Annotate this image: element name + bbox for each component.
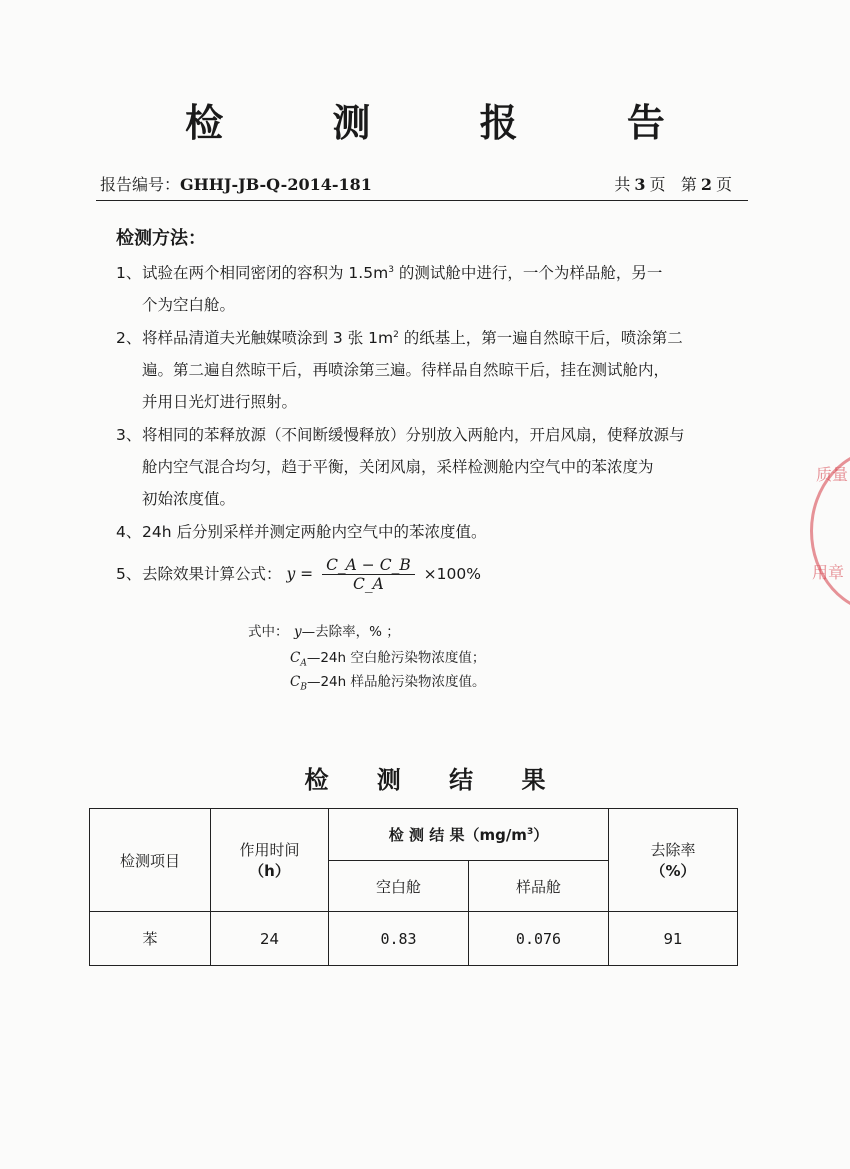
header-time-unit: （h） bbox=[249, 862, 290, 880]
cell-time: 24 bbox=[211, 912, 329, 966]
formula-row bbox=[116, 556, 481, 593]
report-number-value: GHHJ-JB-Q-2014-181 bbox=[180, 175, 372, 194]
method-item-text: 将样品清道夫光触媒喷涂到 3 张 1m bbox=[142, 329, 394, 347]
formula-denominator: C_A bbox=[352, 575, 384, 593]
method-item-text: 24h 后分别采样并测定两舱内空气中的苯浓度值。 bbox=[142, 523, 487, 541]
method-item-number: 1、 bbox=[116, 264, 142, 282]
method-item-text: 将相同的苯释放源（不间断缓慢释放）分别放入两舱内，开启风扇，使释放源与 bbox=[142, 426, 685, 444]
official-stamp bbox=[810, 448, 850, 608]
method-item-continuation: 遍。第二遍自然晾干后，再喷涂第三遍。待样品自然晾干后，挂在测试舱内， bbox=[142, 361, 670, 379]
method-item-number: 4、 bbox=[116, 523, 142, 541]
header-result-end: ） bbox=[533, 826, 549, 844]
report-number-label: 报告编号： bbox=[100, 175, 181, 194]
superscript: 3 bbox=[388, 264, 394, 275]
page-word: 页 bbox=[649, 175, 666, 194]
where-symbol: C bbox=[290, 650, 301, 666]
method-item-2 bbox=[116, 322, 726, 418]
method-item-text: 的纸基上，第一遍自然晾干后，喷涂第二 bbox=[398, 329, 683, 347]
method-item-3 bbox=[116, 419, 726, 515]
formula-factor: ×100% bbox=[423, 565, 481, 583]
report-number bbox=[100, 172, 372, 195]
where-line-1 bbox=[294, 620, 400, 640]
where-symbol: C bbox=[290, 674, 301, 690]
method-item-text: 的测试舱中进行，一个为样品舱，另一 bbox=[393, 264, 663, 282]
total-pages: 3 bbox=[634, 175, 646, 194]
formula-label: 去除效果计算公式： bbox=[142, 565, 282, 583]
where-desc: —去除率，% ； bbox=[301, 624, 400, 640]
header-time bbox=[211, 809, 329, 912]
table-row bbox=[90, 912, 738, 966]
results-heading: 检 测 结 果 bbox=[304, 766, 566, 794]
header-rule bbox=[96, 200, 748, 201]
method-item-number: 2、 bbox=[116, 329, 142, 347]
cell-blank: 0.83 bbox=[329, 912, 469, 966]
where-desc: —24h 样品舱污染物浓度值。 bbox=[306, 674, 486, 690]
method-item-continuation: 舱内空气混合均匀，趋于平衡，关闭风扇，采样检测舱内空气中的苯浓度为 bbox=[142, 458, 654, 476]
header-rate-unit: （%） bbox=[650, 862, 696, 880]
where-subscript: A bbox=[300, 658, 307, 669]
method-item-4 bbox=[116, 516, 726, 548]
stamp-text-bottom: 用章 bbox=[812, 563, 845, 582]
stamp-text-top: 质量 bbox=[816, 465, 849, 484]
method-item-continuation: 个为空白舱。 bbox=[142, 296, 236, 314]
where-line-2 bbox=[290, 646, 485, 669]
current-page: 2 bbox=[700, 175, 712, 194]
method-item-number: 5、 bbox=[116, 565, 142, 583]
total-prefix: 共 bbox=[614, 175, 631, 194]
header-result-label: 检 测 结 果（mg/m bbox=[388, 826, 527, 844]
cell-sample: 0.076 bbox=[469, 912, 609, 966]
where-subscript: B bbox=[300, 682, 307, 693]
where-label: 式中： bbox=[248, 624, 289, 640]
header-rate-label: 去除率 bbox=[650, 841, 696, 859]
formula-lhs: y = bbox=[286, 565, 314, 583]
cell-item: 苯 bbox=[90, 912, 211, 966]
where-desc: —24h 空白舱污染物浓度值； bbox=[306, 650, 486, 666]
formula-numerator: C_A − C_B bbox=[322, 556, 415, 575]
method-item-1 bbox=[116, 257, 726, 321]
method-item-continuation: 并用日光灯进行照射。 bbox=[142, 393, 298, 411]
cell-rate: 91 bbox=[609, 912, 738, 966]
results-table bbox=[89, 808, 738, 966]
method-heading: 检测方法： bbox=[116, 228, 206, 249]
header-result bbox=[329, 809, 609, 861]
header-result-sup: 3 bbox=[526, 827, 534, 837]
current-suffix: 页 bbox=[715, 175, 732, 194]
where-line-3 bbox=[290, 670, 486, 693]
header-item: 检测项目 bbox=[90, 809, 211, 912]
current-prefix: 第 bbox=[680, 175, 697, 194]
method-item-number: 3、 bbox=[116, 426, 142, 444]
header-sample: 样品舱 bbox=[469, 861, 609, 912]
page-counter bbox=[614, 172, 732, 195]
formula-fraction bbox=[322, 556, 415, 593]
method-item-continuation: 初始浓度值。 bbox=[142, 490, 236, 508]
page-title: 检 测 报 告 bbox=[185, 101, 713, 145]
where-symbol: y bbox=[294, 624, 302, 640]
method-item-text: 试验在两个相同密闭的容积为 1.5m bbox=[142, 264, 389, 282]
header-blank: 空白舱 bbox=[329, 861, 469, 912]
header-rate bbox=[609, 809, 738, 912]
superscript: 2 bbox=[393, 329, 399, 340]
header-time-label: 作用时间 bbox=[239, 841, 300, 859]
